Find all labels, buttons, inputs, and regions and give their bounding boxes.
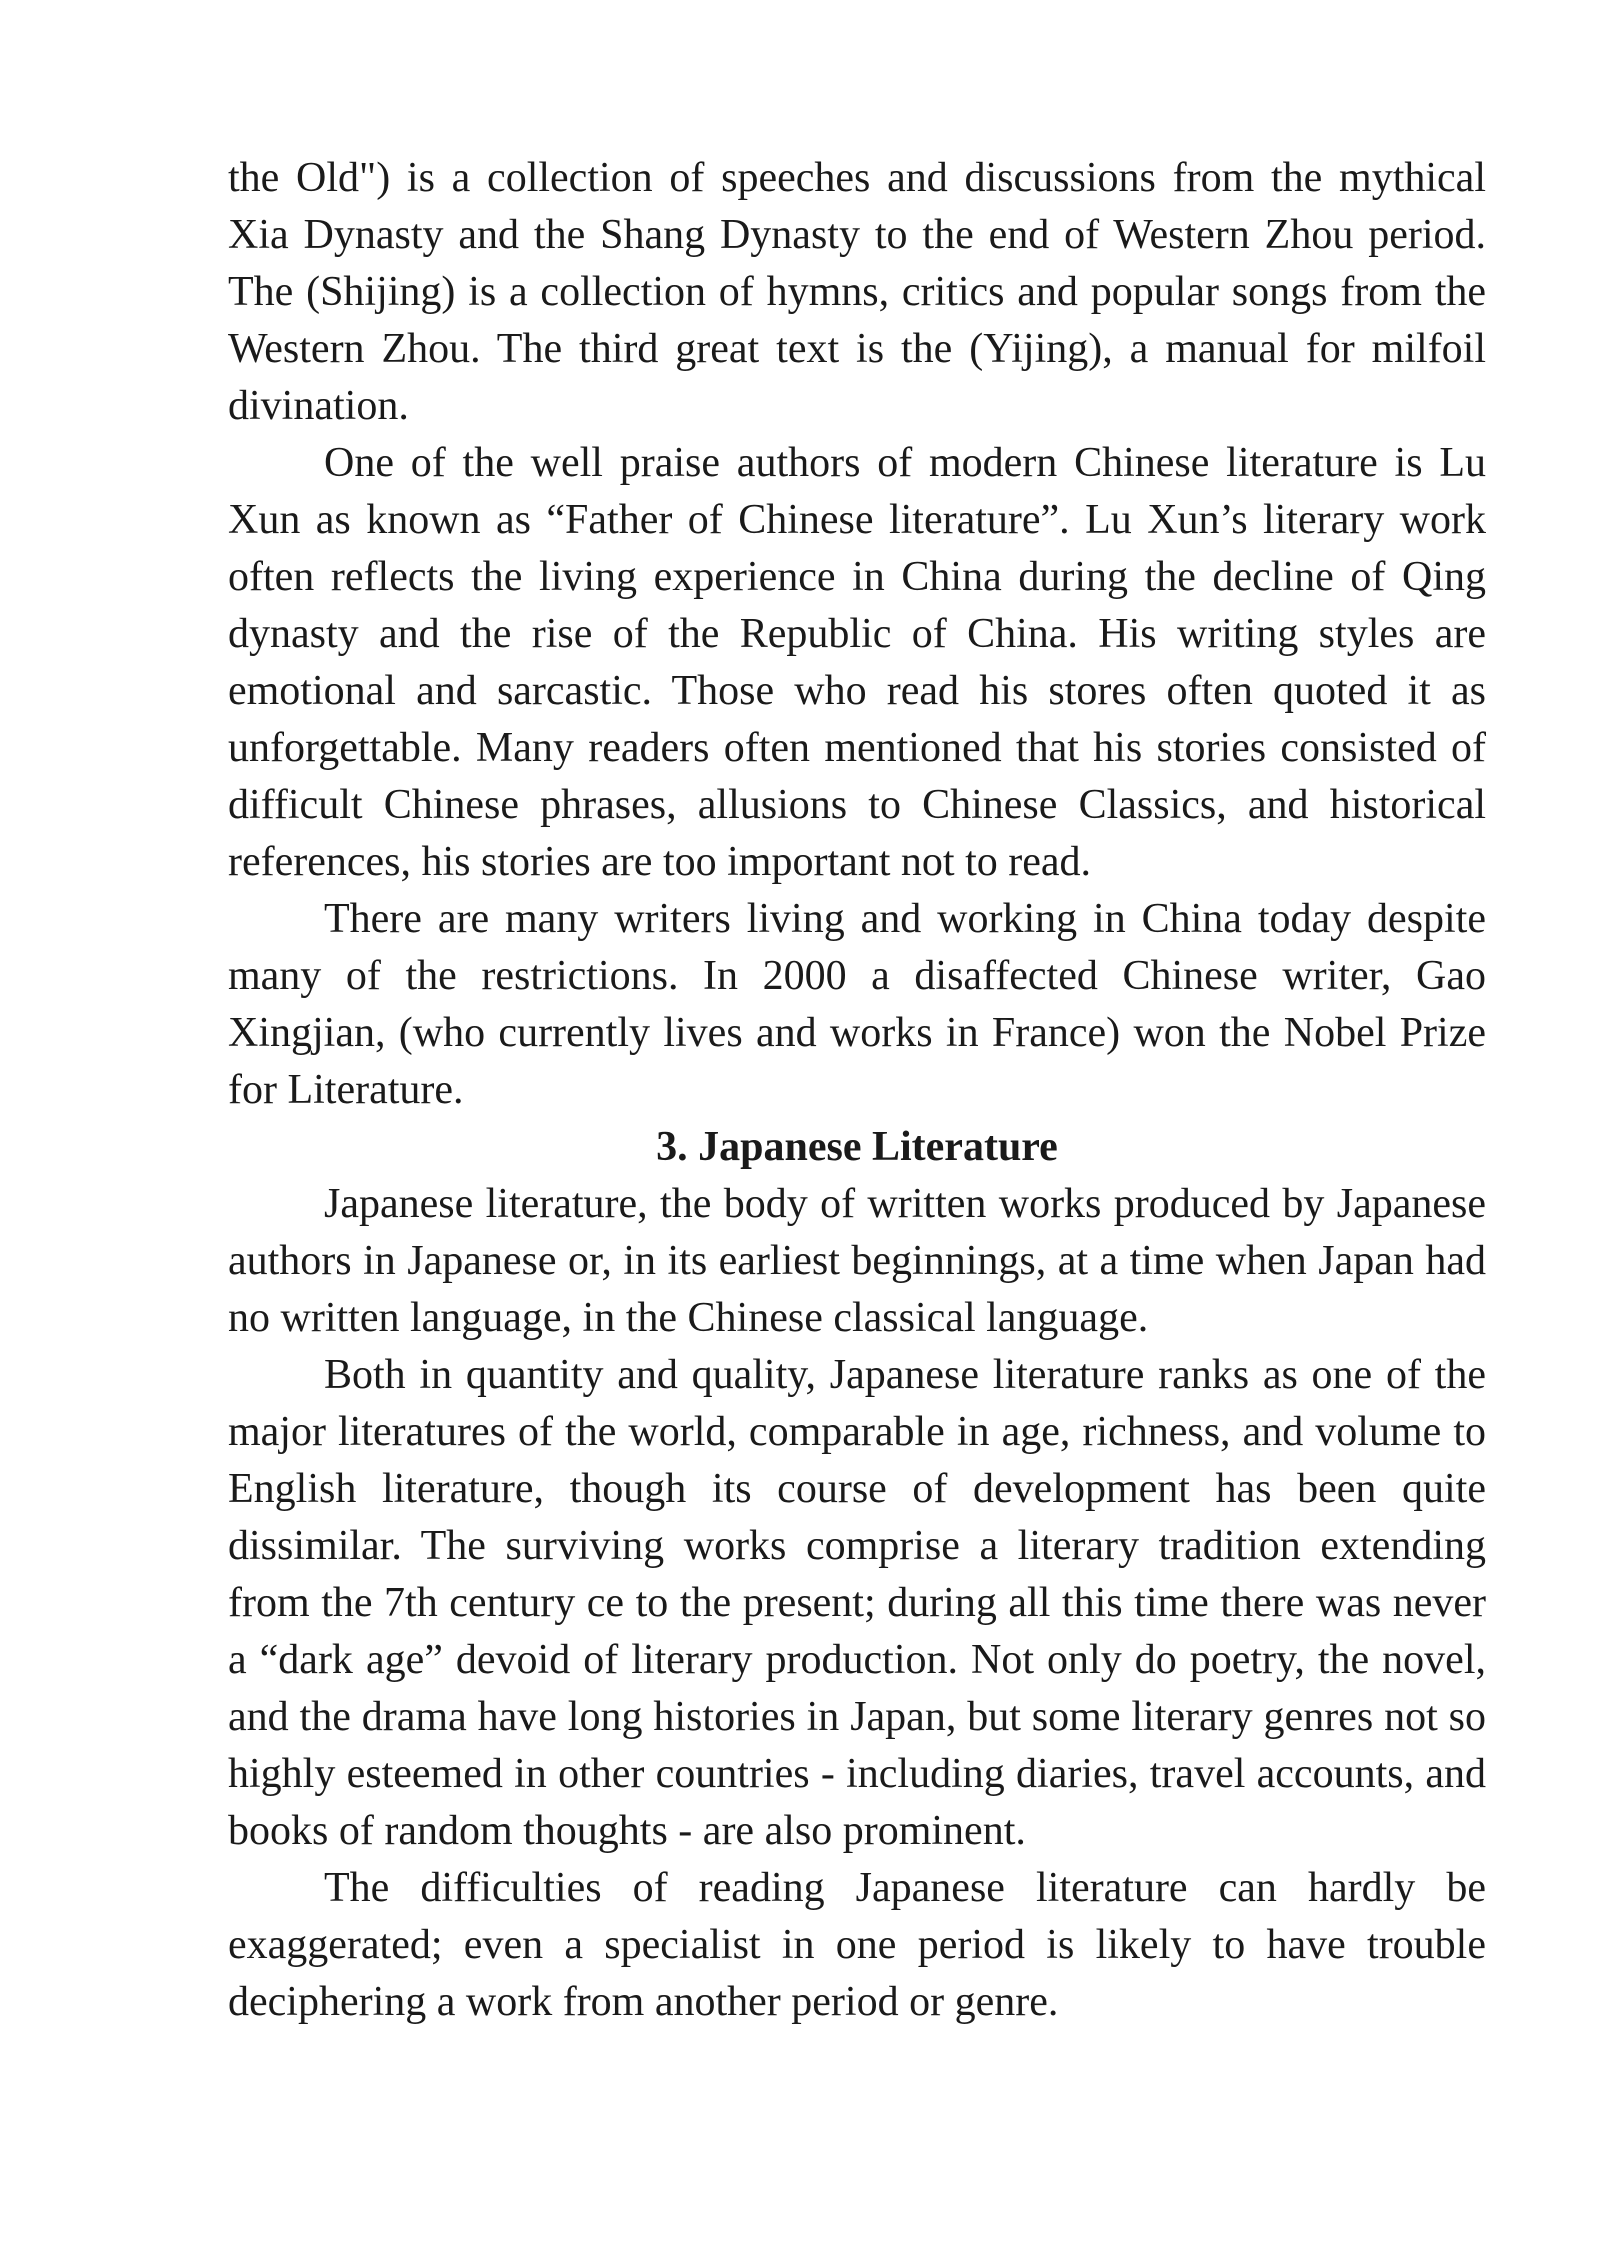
paragraph-japanese-quality: Both in quantity and quality, Japanese literature ranks as one of the major literatures of the world, comparable in age, richness, and volume to English literature, though its course of development has been quite dissimilar. The surviving works comprise a literary tradition extending from the 7th century ce to the present; during all this time there was never a “dark age” devoid of literary production. Not only do poetry, the novel, and the drama have long histories in Japan, but some literary genres not so highly esteemed in other countries - including diaries, travel accounts, and books of random thoughts - are also prominent.: [228, 1352, 1486, 1854]
paragraph-japanese-definition: Japanese literature, the body of written works produced by Japanese authors in Japanese or, in its earliest beginnings, at a time when Japan had no written language, in the Chinese classical language.: [228, 1181, 1486, 1341]
paragraph-japanese-difficulties: The difficulties of reading Japanese literature can hardly be exaggerated; even a specialist in one period is likely to have trouble deciphering a work from another period or genre.: [228, 1865, 1486, 2025]
section-heading: 3. Japanese Literature: [656, 1124, 1058, 1170]
document-page: [228, 150, 1486, 2031]
paragraph-modern-writers: There are many writers living and working in China today despite many of the restrictions. In 2000 a disaffected Chinese writer, Gao Xingjian, (who currently lives and works in France) won the Nobel Prize for Literature.: [228, 896, 1486, 1113]
paragraph-lu-xun: One of the well praise authors of modern Chinese literature is Lu Xun as known as “Father of Chinese literature”. Lu Xun’s literary work often reflects the living experience in China during the decline of Qing dynasty and the rise of the Republic of China. His writing styles are emotional and sarcastic. Those who read his stores often quoted it as unforgettable. Many readers often mentioned that his stories consisted of difficult Chinese phrases, allusions to Chinese Classics, and historical references, his stories are too important not to read.: [228, 440, 1486, 885]
paragraph-continuation: the Old") is a collection of speeches and discussions from the mythical Xia Dynasty and the Shang Dynasty to the end of Western Zhou period. The (Shijing) is a collection of hymns, critics and popular songs from the Western Zhou. The third great text is the (Yijing), a manual for milfoil divination.: [228, 155, 1486, 429]
